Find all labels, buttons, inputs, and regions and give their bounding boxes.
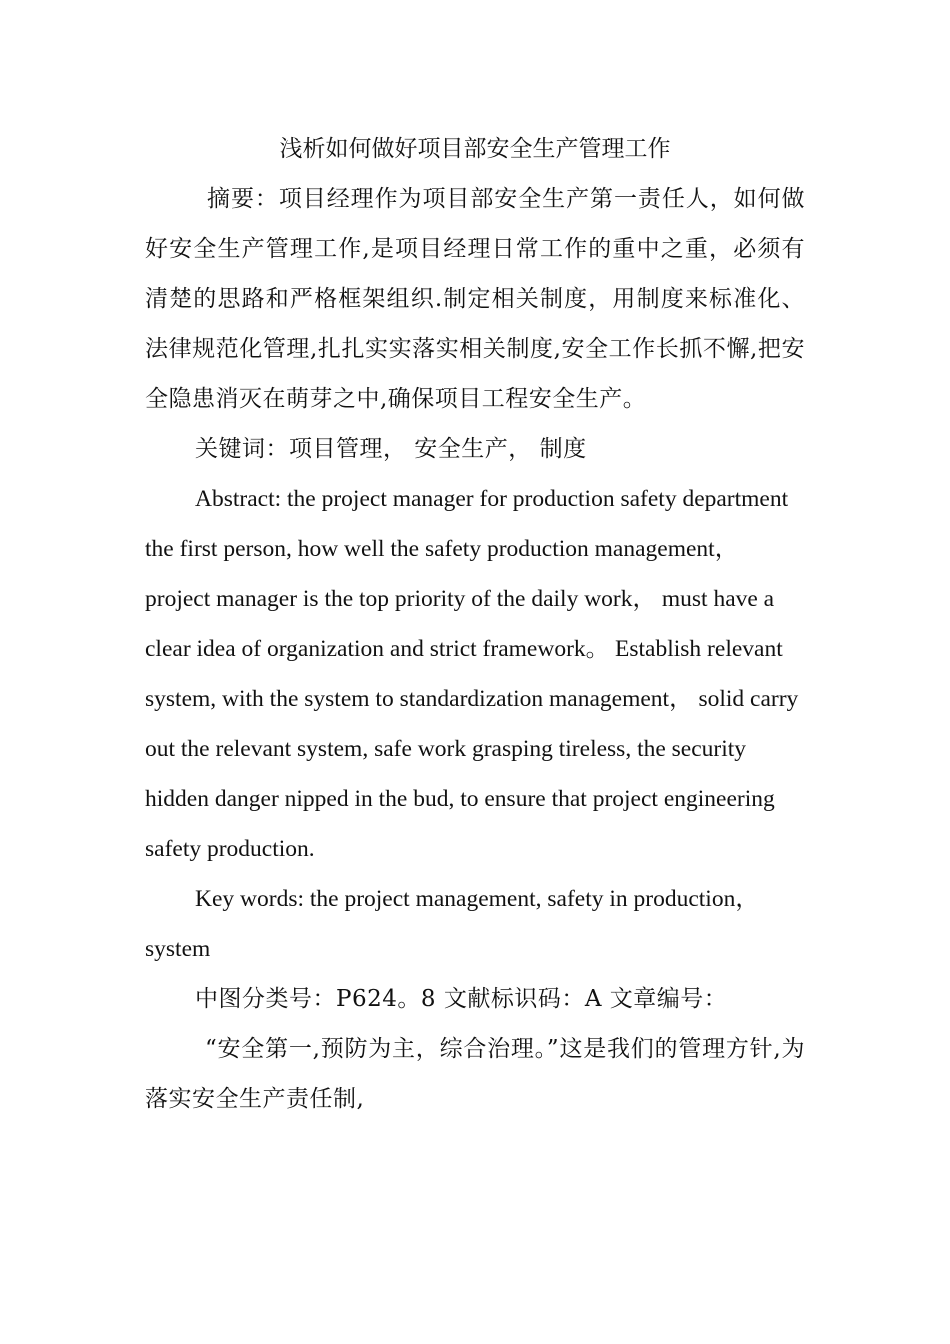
document-title: 浅析如何做好项目部安全生产管理工作 [279, 136, 671, 162]
keywords-chinese: 关键词：项目管理， 安全生产， 制度 [195, 436, 587, 462]
document-page [145, 124, 805, 1124]
body-paragraph: “安全第一,预防为主，综合治理。”这是我们的管理方针,为落实安全生产责任制, [145, 1036, 805, 1112]
keywords-english: Key words: the project management, safety in production， system [145, 886, 759, 962]
abstract-english: Abstract: the project manager for production safety department the first person, how well the safety production management， project manager is the top priority of the daily work， must have a clear idea of organization and strict framework。 Establish relevant system, with the system to standardization management， solid carry out the relevant system, safe work grasping tireless, the security hidden danger nipped in the bud, to ensure that project engineering safety production. [145, 486, 799, 862]
classification-line: 中图分类号：P624。8 文献标识码：A 文章编号： [195, 986, 728, 1012]
abstract-chinese: 摘要：项目经理作为项目部安全生产第一责任人，如何做好安全生产管理工作,是项目经理日常工作的重中之重，必须有清楚的思路和严格框架组织.制定相关制度，用制度来标准化、法律规范化管理,扎扎实实落实相关制度,安全工作长抓不懈,把安全隐患消灭在萌芽之中,确保项目工程安全生产。 [145, 186, 805, 412]
